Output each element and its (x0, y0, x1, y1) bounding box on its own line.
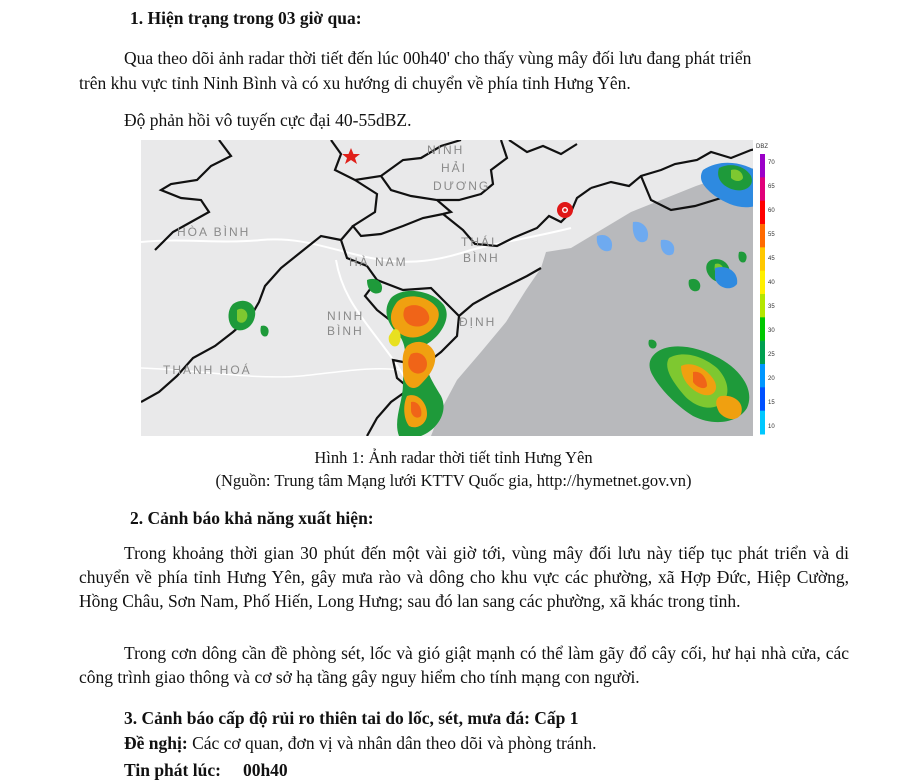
dbz-legend (753, 140, 784, 436)
legend-tick-label: 60 (768, 208, 775, 214)
legend-tick-label: 40 (768, 280, 775, 286)
legend-unit: DBZ (756, 144, 768, 150)
figure-caption: Hình 1: Ảnh radar thời tiết tỉnh Hưng Yên (314, 448, 593, 467)
label-thanh-hoa: THANH HOÁ (163, 363, 252, 377)
issued-label: Tin phát lúc: (124, 760, 221, 780)
legend-color-segment (760, 177, 765, 201)
section1-heading: 1. Hiện trạng trong 03 giờ qua: (130, 8, 362, 28)
radar-image (141, 140, 784, 436)
section2-paragraph1: Trong khoảng thời gian 30 phút đến một vài giờ tới, vùng mây đối lưu này tiếp tục phát triển và di chuyển về phía tỉnh Hưng Yên, gây mưa rào và dông cho khu vực các phường, xã Hợp Đức, Hiệp Cường, Hồng Châu, Sơn Nam, Phố Hiến, Long Hưng; sau đó lan sang các phường, xã khác trong tỉnh. (79, 543, 849, 611)
label-bac-ninh: NINH (427, 143, 465, 157)
recommend-text: Các cơ quan, đơn vị và nhân dân theo dõi và phòng tránh. (187, 733, 597, 753)
recommend-label: Đề nghị: (124, 733, 188, 753)
legend-tick-label: 15 (768, 400, 775, 406)
label-ninh-binh-1: NINH (327, 309, 365, 323)
section1-paragraph-line2: trên khu vực tỉnh Ninh Bình và có xu hướng di chuyển về phía tỉnh Hưng Yên. (79, 73, 631, 93)
label-thai-binh-2: BÌNH (463, 251, 500, 265)
legend-color-segment (760, 201, 765, 225)
section2-paragraph2: Trong cơn dông cần đề phòng sét, lốc và gió giật mạnh có thể làm gãy đổ cây cối, hư hại nhà cửa, các công trình giao thông và cơ sở hạ tầng gây nguy hiểm cho tính mạng con người. (79, 643, 849, 687)
legend-color-segment (760, 364, 765, 388)
legend-tick-label: 20 (768, 376, 775, 382)
legend-tick-label: 30 (768, 328, 775, 334)
issued-time: 00h40 (242, 760, 288, 780)
recommendation (124, 731, 596, 755)
legend-color-segment (760, 247, 765, 271)
label-hai-duong-1: HẢI (441, 161, 468, 175)
legend-tick-label: 10 (768, 424, 775, 430)
legend-tick-label: 65 (768, 184, 775, 190)
legend-tick-label: 25 (768, 352, 775, 358)
legend-color-segment (760, 271, 765, 295)
label-nam-dinh: ĐỊNH (459, 315, 497, 329)
figure-source: (Nguồn: Trung tâm Mạng lưới KTTV Quốc gia, http://hymetnet.gov.vn) (215, 471, 692, 490)
legend-color-segment (760, 387, 765, 411)
legend-tick-label: 70 (768, 160, 775, 166)
issued-time-line (124, 758, 288, 782)
label-hoa-binh: HÒA BÌNH (177, 225, 251, 239)
legend-tick-label: 45 (768, 256, 775, 262)
label-hai-duong-2: DƯƠNG (433, 179, 491, 193)
section2-heading: 2. Cảnh báo khả năng xuất hiện: (130, 508, 374, 528)
legend-color-segment (760, 154, 765, 178)
section1-paragraph-line1: Qua theo dõi ảnh radar thời tiết đến lúc 00h40' cho thấy vùng mây đối lưu đang phát triển (124, 48, 752, 68)
legend-color-segment (760, 224, 765, 248)
legend-tick-label: 35 (768, 304, 775, 310)
legend-color-segment (760, 411, 765, 435)
label-thai-binh-1: THÁI (461, 235, 497, 249)
legend-color-segment (760, 341, 765, 365)
legend-tick-label: 55 (768, 232, 775, 238)
legend-color-segment (760, 317, 765, 341)
section3-heading: 3. Cảnh báo cấp độ rủi ro thiên tai do lốc, sét, mưa đá: Cấp 1 (124, 708, 579, 728)
reflectivity-text: Độ phản hồi vô tuyến cực đại 40-55dBZ. (124, 110, 412, 130)
label-ha-nam: HÀ NAM (349, 255, 408, 269)
label-ninh-binh-2: BÌNH (327, 324, 364, 338)
legend-color-segment (760, 294, 765, 318)
